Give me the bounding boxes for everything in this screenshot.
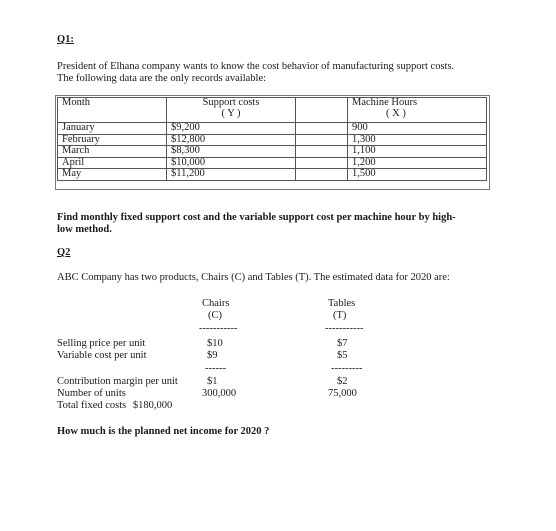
divider-tables-mid: --------- <box>331 363 363 374</box>
cell-month: February <box>58 134 167 146</box>
cell-month: April <box>58 157 167 169</box>
value-selling-chairs: $10 <box>207 338 223 349</box>
cell-cost: $12,800 <box>167 134 296 146</box>
cell-spacer <box>296 123 348 135</box>
cell-hours: 1,300 <box>348 134 487 146</box>
table-row <box>58 123 487 135</box>
divider-tables-top: ----------- <box>325 323 364 334</box>
q1-question-line2: low method. <box>57 224 112 235</box>
cell-hours: 1,500 <box>348 169 487 181</box>
table-row <box>58 169 487 181</box>
cell-spacer <box>296 134 348 146</box>
cell-cost: $8,300 <box>167 146 296 158</box>
cell-spacer <box>296 157 348 169</box>
value-units-tables: 75,000 <box>328 388 357 399</box>
q2-question: How much is the planned net income for 2020 ? <box>57 426 270 437</box>
q1-heading: Q1: <box>57 34 74 45</box>
value-total-fixed-costs: $180,000 <box>132 400 173 411</box>
value-variable-tables: $5 <box>337 350 348 361</box>
q1-question-line1: Find monthly fixed support cost and the variable support cost per machine hour by high- <box>57 212 456 223</box>
cell-hours: 1,200 <box>348 157 487 169</box>
q1-intro-line1: President of Elhana company wants to know the cost behavior of manufacturing support costs. <box>57 61 455 72</box>
table-header-row <box>58 98 487 123</box>
header-month: Month <box>58 98 167 123</box>
cell-cost: $11,200 <box>167 169 296 181</box>
row-total-fixed-costs <box>57 400 172 411</box>
q1-intro-line2: The following data are the only records available: <box>57 73 267 84</box>
col-header-chairs-sub: (C) <box>208 310 222 321</box>
cell-hours: 1,100 <box>348 146 487 158</box>
cell-cost: $10,000 <box>167 157 296 169</box>
table-row <box>58 134 487 146</box>
header-machine-hours: Machine Hours ( X ) <box>348 98 487 123</box>
cell-month: January <box>58 123 167 135</box>
label-total-fixed-costs: Total fixed costs <box>57 400 127 411</box>
label-contribution-margin: Contribution margin per unit <box>57 376 178 387</box>
cell-month: March <box>58 146 167 158</box>
cell-spacer <box>296 169 348 181</box>
q2-heading: Q2 <box>57 247 71 258</box>
q1-data-table <box>57 97 487 181</box>
label-variable-cost: Variable cost per unit <box>57 350 147 361</box>
table-row <box>58 146 487 158</box>
cell-month: May <box>58 169 167 181</box>
value-selling-tables: $7 <box>337 338 348 349</box>
col-header-tables: Tables <box>328 298 356 309</box>
q2-intro: ABC Company has two products, Chairs (C) and Tables (T). The estimated data for 2020 are: <box>57 272 450 283</box>
cell-cost: $9,200 <box>167 123 296 135</box>
divider-chairs-mid: ------ <box>205 363 226 374</box>
table-row <box>58 157 487 169</box>
col-header-chairs: Chairs <box>202 298 230 309</box>
value-cm-tables: $2 <box>337 376 348 387</box>
header-spacer <box>296 98 348 123</box>
value-cm-chairs: $1 <box>207 376 218 387</box>
label-number-of-units: Number of units <box>57 388 126 399</box>
divider-chairs-top: ----------- <box>199 323 238 334</box>
value-variable-chairs: $9 <box>207 350 218 361</box>
cell-spacer <box>296 146 348 158</box>
label-selling-price: Selling price per unit <box>57 338 146 349</box>
value-units-chairs: 300,000 <box>202 388 237 399</box>
cell-hours: 900 <box>348 123 487 135</box>
col-header-tables-sub: (T) <box>333 310 347 321</box>
header-support-costs: Support costs ( Y ) <box>167 98 296 123</box>
